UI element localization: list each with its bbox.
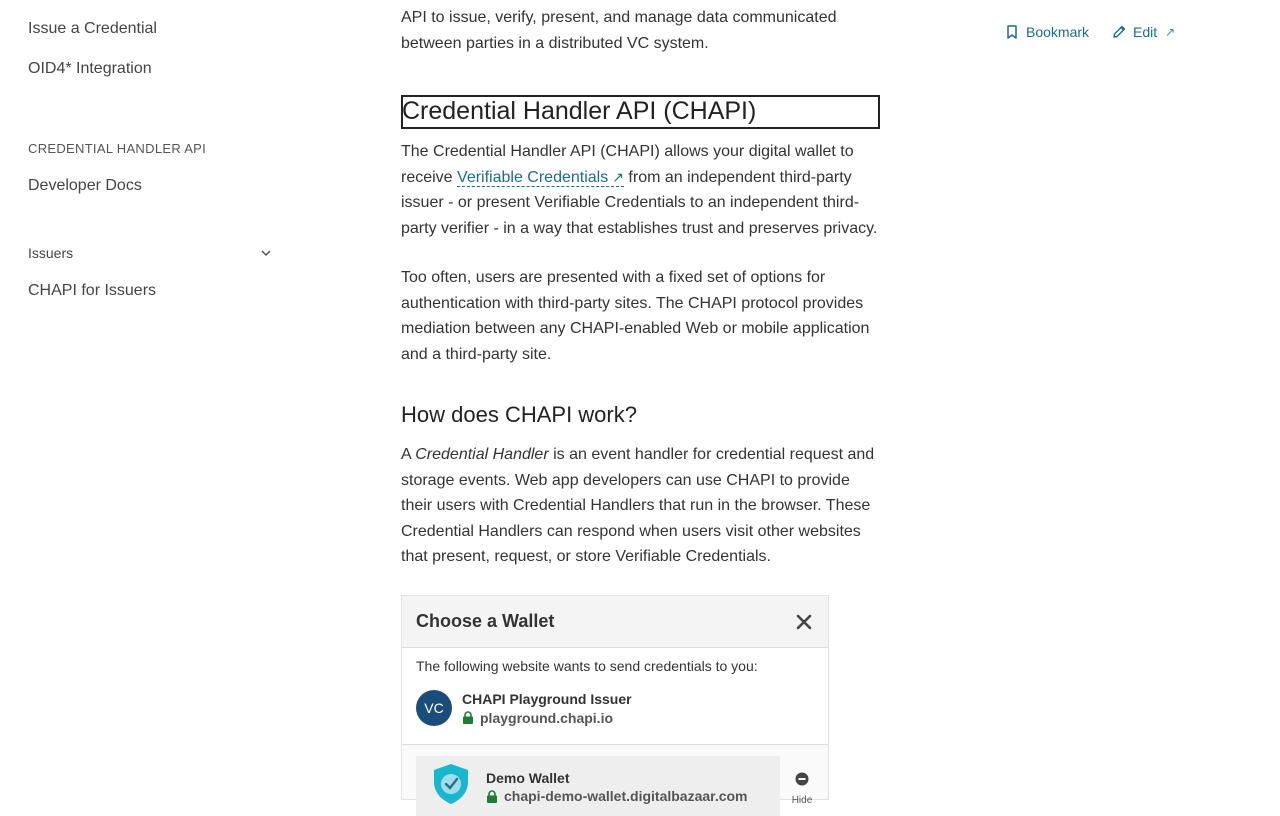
issuer-domain: playground.chapi.io bbox=[480, 709, 614, 726]
lock-icon bbox=[486, 790, 498, 803]
pencil-icon bbox=[1111, 24, 1127, 40]
edit-label: Edit bbox=[1133, 24, 1158, 40]
hide-label: Hide bbox=[791, 795, 813, 806]
section-heading: How does CHAPI work? bbox=[401, 402, 637, 427]
issuer-row bbox=[416, 690, 814, 726]
chapi-paragraph bbox=[401, 139, 879, 241]
edit-button[interactable] bbox=[1111, 24, 1175, 40]
sidebar-item-developer-docs[interactable]: Developer Docs bbox=[28, 177, 142, 194]
sidebar bbox=[0, 0, 290, 800]
close-icon[interactable] bbox=[794, 612, 814, 632]
sidebar-item-issue-credential[interactable]: Issue a Credential bbox=[28, 20, 157, 37]
p1-text-before: The Credential Handler API (CHAPI) allows your digital wallet to receive bbox=[401, 143, 854, 186]
wallet-dialog-title: Choose a Wallet bbox=[416, 611, 555, 631]
wallet-dialog-body bbox=[402, 648, 828, 745]
sidebar-group-label: Issuers bbox=[28, 245, 74, 261]
shield-check-icon bbox=[430, 762, 472, 806]
avatar: VC bbox=[416, 690, 452, 726]
external-link-icon: ↗ bbox=[612, 168, 624, 185]
choose-wallet-image bbox=[401, 595, 829, 806]
sidebar-item-oid4-integration[interactable]: OID4* Integration bbox=[28, 60, 152, 77]
p1-text-after: from an independent third-party issuer - or present Verifiable Credentials to an independent third-party verifier - in a way that establishes trust and preserves privacy. bbox=[401, 168, 878, 237]
p3-text-after: is an event handler for credential request and storage events. Web app developers can use CHAPI to provide their users with Credential Handlers that run in the browser. These Credential Handlers can respond when users visit other websites that present, request, or store Verifiable Credentials. bbox=[401, 446, 875, 565]
p3-emphasis: Credential Handler bbox=[415, 446, 549, 463]
bookmark-button[interactable] bbox=[1004, 24, 1089, 40]
wallet-name: Demo Wallet bbox=[486, 770, 570, 786]
wallet-option-demo[interactable] bbox=[416, 756, 780, 816]
page-heading bbox=[401, 95, 880, 129]
page-actions bbox=[1004, 24, 1175, 40]
wallet-domain-row bbox=[486, 788, 748, 804]
minus-circle-icon bbox=[795, 772, 809, 786]
vc-link-label: Verifiable Credentials bbox=[457, 168, 609, 186]
wallet-dialog-header bbox=[402, 596, 828, 648]
issuer-name: CHAPI Playground Issuer bbox=[462, 690, 632, 707]
intro-line-2: between parties in a distributed VC system. bbox=[401, 34, 709, 52]
hide-wallet-button[interactable] bbox=[790, 772, 814, 806]
sidebar-section-title: CREDENTIAL HANDLER API bbox=[28, 141, 207, 156]
bookmark-label: Bookmark bbox=[1026, 24, 1090, 40]
chevron-down-icon bbox=[260, 247, 272, 259]
heading-text: Credential Handler API (CHAPI) bbox=[402, 97, 757, 125]
issuer-domain-row bbox=[462, 710, 632, 726]
bookmark-icon bbox=[1004, 24, 1020, 40]
p3-text-before: A bbox=[401, 446, 416, 463]
wallet-dialog-description: The following website wants to send credentials to you: bbox=[416, 658, 758, 674]
wallet-domain: chapi-demo-wallet.digitalbazaar.com bbox=[504, 788, 748, 804]
handler-paragraph bbox=[401, 442, 879, 570]
intro-paragraph bbox=[401, 5, 879, 56]
external-link-icon: ↗ bbox=[1165, 25, 1176, 39]
sidebar-item-chapi-for-issuers[interactable]: CHAPI for Issuers bbox=[28, 282, 157, 299]
verifiable-credentials-link[interactable] bbox=[457, 169, 624, 187]
authentication-paragraph: Too often, users are presented with a fixed set of options for authentication with third-party sites. The CHAPI protocol provides mediation between any CHAPI-enabled Web or mobile application and a third-party site. bbox=[401, 269, 870, 363]
intro-line-1: API to issue, verify, present, and manage data communicated bbox=[401, 9, 837, 26]
sidebar-group-issuers[interactable] bbox=[28, 245, 272, 261]
lock-icon bbox=[462, 711, 474, 724]
